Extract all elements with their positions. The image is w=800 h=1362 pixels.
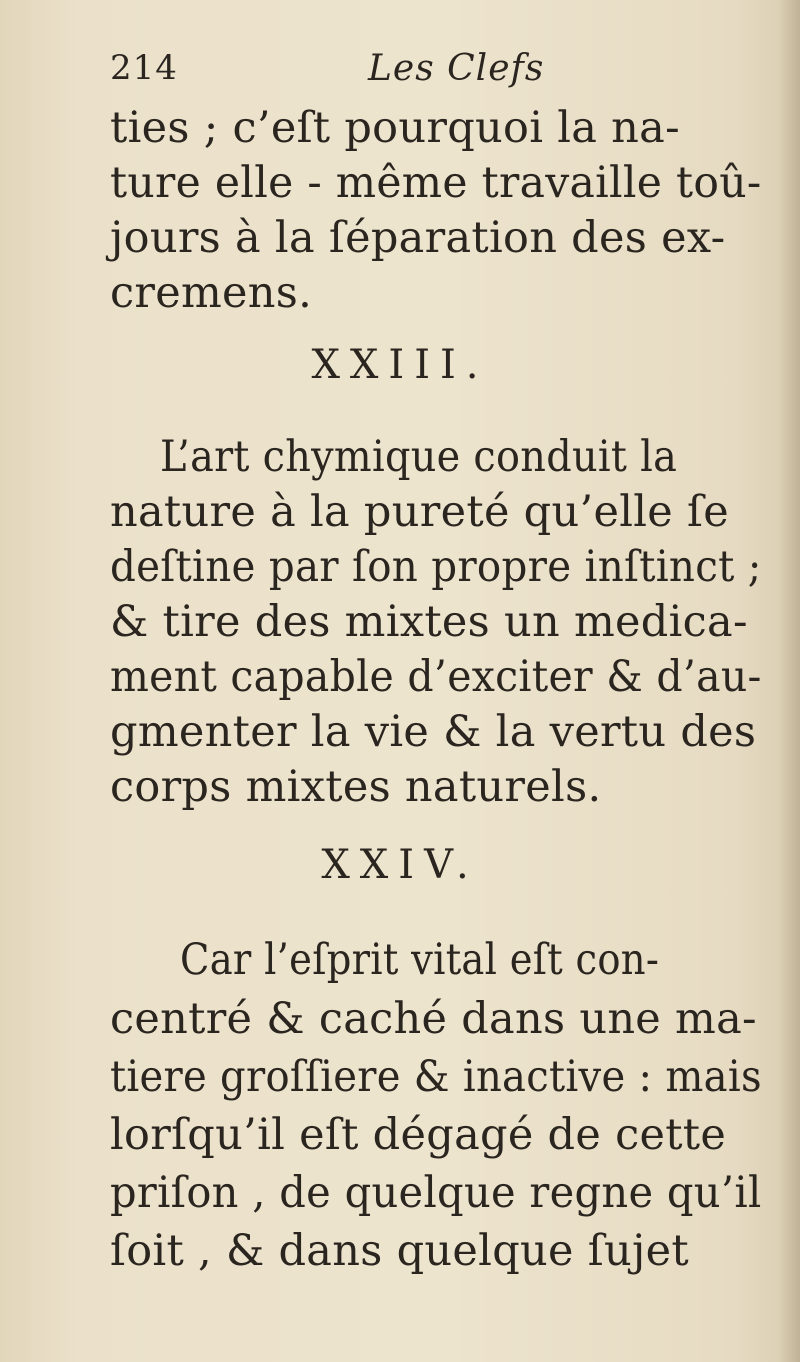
text-line: lorſqu’il eſt dégagé de cette [110, 1110, 727, 1160]
text-line: Car l’eſprit vital eſt con- [180, 935, 660, 985]
text-line: ties ; c’eſt pourquoi la na- [110, 103, 680, 153]
text-line: ture elle - même travaille toû- [110, 158, 762, 208]
text-line: centré & caché dans une ma- [110, 994, 757, 1044]
page-header [110, 48, 690, 98]
text-line: cremens. [110, 268, 313, 318]
section-heading-xxiii: XXIII. [311, 342, 489, 388]
text-line: deſtine par ſon propre inſtinct ; [110, 542, 762, 592]
text-line: gmenter la vie & la vertu des [110, 707, 757, 757]
page-edge-shadow [778, 0, 800, 1362]
section-heading-xxiv: XXIV. [321, 842, 479, 888]
text-line: tiere groſſiere & inactive : mais [110, 1052, 762, 1102]
running-title: Les Clefs [368, 48, 545, 89]
text-line: nature à la pureté qu’elle ſe [110, 487, 729, 537]
text-line: ment capable d’exciter & d’au- [110, 652, 762, 702]
text-line: corps mixtes naturels. [110, 762, 602, 812]
text-line: L’art chymique conduit la [160, 432, 678, 482]
text-line: jours à la ſéparation des ex- [110, 213, 726, 263]
text-line: priſon , de quelque regne qu’il [110, 1168, 762, 1218]
text-line: & tire des mixtes un medica- [110, 597, 748, 647]
text-line: ſoit , & dans quelque ſujet [110, 1226, 689, 1276]
page-number: 214 [110, 48, 178, 88]
